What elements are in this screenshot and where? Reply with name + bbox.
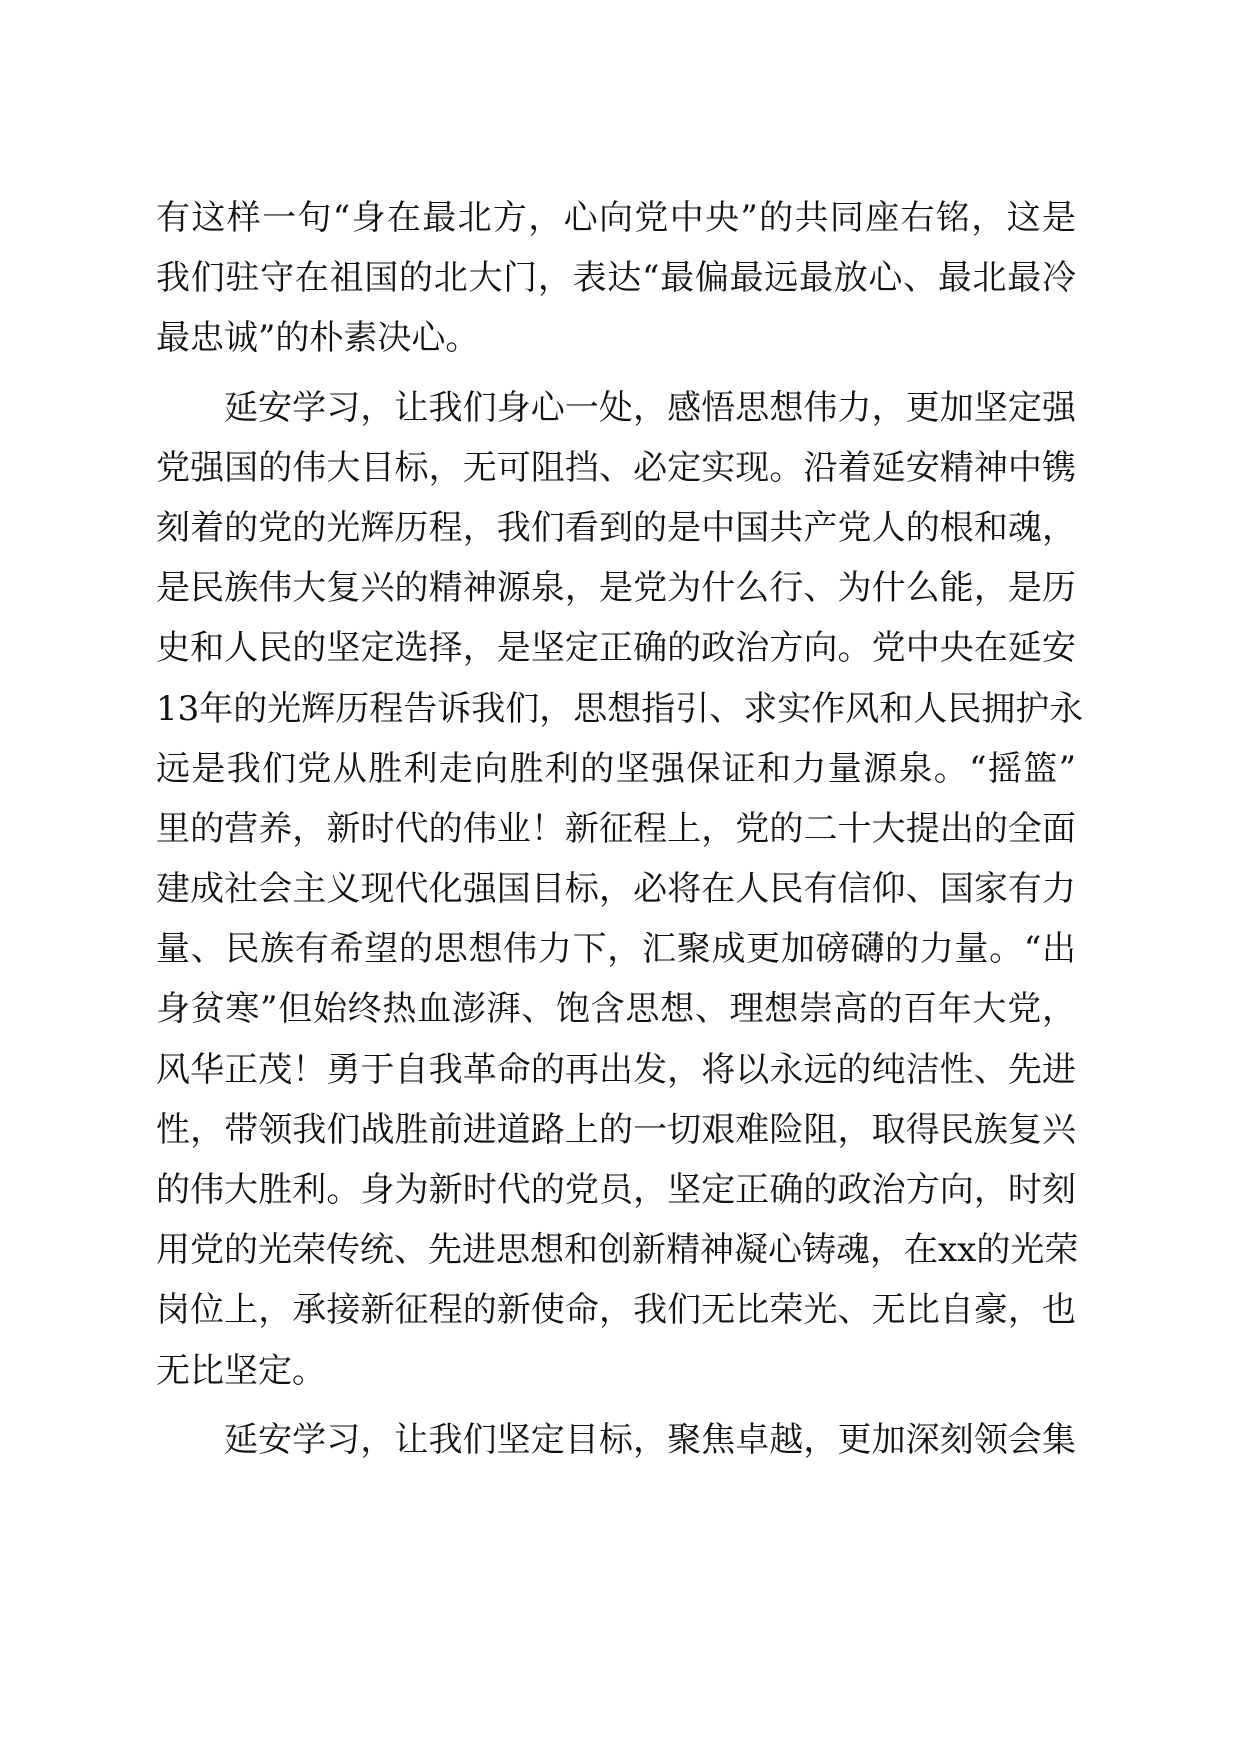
paragraph-spacing	[156, 369, 1076, 378]
text-line: 有这样一句“身在最北方，心向党中央”的共同座右铭，这是	[156, 198, 1076, 238]
paragraph	[156, 1410, 1076, 1470]
text-line: 岗位上，承接新征程的新使命，我们无比荣光、无比自豪，也	[156, 1290, 1076, 1331]
text-line: 刻着的党的光辉历程，我们看到的是中国共产党人的根和魂，	[156, 507, 1076, 548]
text-line: 党强国的伟大目标，无可阻挡、必定实现。沿着延安精神中镌	[156, 447, 1076, 488]
text-line: 的伟大胜利。身为新时代的党员，坚定正确的政治方向，时刻	[156, 1170, 1076, 1210]
text-line: 性，带领我们战胜前进道路上的一切艰难险阻，取得民族复兴	[156, 1109, 1076, 1150]
text-line: 13年的光辉历程告诉我们，思想指引、求实作风和人民拥护永	[156, 688, 1084, 729]
text-line: 用党的光荣传统、先进思想和创新精神凝心铸魂，在xx的光荣	[156, 1230, 1079, 1271]
paragraph-spacing	[156, 1401, 1076, 1410]
paragraph	[156, 188, 1076, 369]
text-line: 延安学习，让我们坚定目标，聚焦卓越，更加深刻领会集	[224, 1419, 1076, 1460]
text-line: 建成社会主义现代化强国目标，必将在人民有信仰、国家有力	[156, 869, 1076, 910]
text-line: 无比坚定。	[156, 1350, 326, 1391]
text-line: 风华正茂！勇于自我革命的再出发，将以永远的纯洁性、先进	[156, 1049, 1076, 1090]
text-line: 远是我们党从胜利走向胜利的坚强保证和力量源泉。“摇篮”	[156, 748, 1076, 789]
text-line: 是民族伟大复兴的精神源泉，是党为什么行、为什么能，是历	[156, 568, 1076, 609]
text-line: 身贫寒”但始终热血澎湃、饱含思想、理想崇高的百年大党，	[156, 989, 1076, 1030]
text-line: 史和人民的坚定选择，是坚定正确的政治方向。党中央在延安	[156, 628, 1076, 669]
text-line: 里的营养，新时代的伟业！新征程上，党的二十大提出的全面	[156, 808, 1076, 849]
text-line: 我们驻守在祖国的北大门，表达“最偏最远最放心、最北最冷	[156, 258, 1076, 299]
paragraph	[156, 378, 1084, 1401]
text-line: 量、民族有希望的思想伟力下，汇聚成更加磅礴的力量。“出	[156, 929, 1076, 970]
document-body	[156, 188, 1084, 1470]
text-line: 最忠诚”的朴素决心。	[156, 318, 480, 359]
text-line: 延安学习，让我们身心一处，感悟思想伟力，更加坚定强	[224, 387, 1076, 428]
